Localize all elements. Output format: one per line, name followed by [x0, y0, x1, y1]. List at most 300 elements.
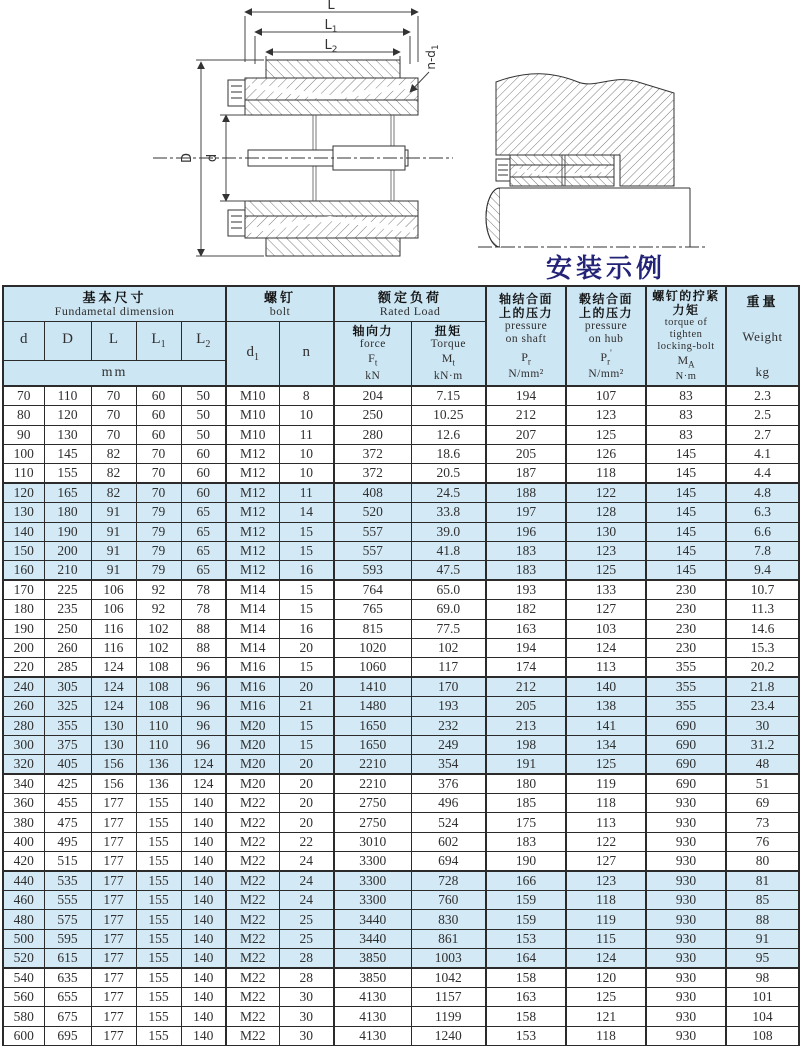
table-cell: 108: [136, 658, 181, 677]
table-cell: 60: [181, 483, 226, 502]
table-row: [3, 600, 799, 619]
table-cell: 69: [726, 794, 799, 813]
table-cell: 47.5: [411, 561, 486, 580]
table-cell: 3440: [334, 910, 411, 929]
table-cell: 555: [44, 891, 91, 910]
table-cell: 183: [486, 561, 566, 580]
table-cell: 196: [486, 522, 566, 541]
table-row: [3, 406, 799, 425]
table-cell: 460: [3, 891, 44, 910]
table-cell: 3300: [334, 852, 411, 871]
col-header-d: d: [3, 321, 44, 360]
table-cell: 140: [566, 677, 646, 696]
table-cell: 177: [91, 929, 136, 948]
table-cell: 130: [3, 503, 44, 522]
table-cell: 180: [486, 774, 566, 793]
table-cell: 124: [91, 658, 136, 677]
table-cell: 107: [566, 386, 646, 405]
table-cell: 145: [646, 503, 726, 522]
table-cell: 30: [279, 988, 334, 1007]
table-cell: 177: [91, 968, 136, 987]
table-cell: 170: [411, 677, 486, 696]
table-cell: 159: [486, 910, 566, 929]
col-header-axial-force: 轴向力 force $F_t$ kN: [334, 321, 411, 386]
table-cell: 145: [646, 464, 726, 483]
table-cell: M22: [226, 1026, 279, 1045]
table-cell: 177: [91, 1007, 136, 1026]
table-cell: 520: [334, 503, 411, 522]
table-cell: 78: [181, 580, 226, 599]
table-cell: 125: [566, 988, 646, 1007]
table-cell: 140: [3, 522, 44, 541]
table-cell: 140: [181, 949, 226, 968]
table-cell: 212: [486, 406, 566, 425]
table-cell: 280: [334, 425, 411, 444]
table-cell: 190: [44, 522, 91, 541]
table-cell: 124: [91, 677, 136, 696]
table-cell: 372: [334, 445, 411, 464]
table-cell: 3300: [334, 871, 411, 890]
table-cell: 340: [3, 774, 44, 793]
table-cell: 120: [44, 406, 91, 425]
rated-load-en: Rated Load: [379, 303, 441, 318]
table-cell: 41.8: [411, 542, 486, 561]
table-cell: 104: [726, 1007, 799, 1026]
table-cell: 155: [136, 891, 181, 910]
table-cell: 185: [486, 794, 566, 813]
table-cell: 91: [91, 561, 136, 580]
table-cell: 1240: [411, 1026, 486, 1045]
table-cell: 140: [181, 929, 226, 948]
table-cell: 124: [91, 697, 136, 716]
table-cell: 125: [566, 755, 646, 774]
table-row: [3, 658, 799, 677]
col-header-pressure-on-shaft: 轴结合面 上的压力 pressure on shaft $P_r$ N/mm²: [486, 286, 566, 386]
table-cell: 60: [181, 445, 226, 464]
table-cell: 130: [566, 522, 646, 541]
bolt-zh: 螺钉: [264, 289, 297, 305]
table-cell: 24: [279, 891, 334, 910]
table-cell: M22: [226, 852, 279, 871]
basic-dimension-en: Fundametal dimension: [54, 303, 175, 318]
table-cell: 60: [181, 464, 226, 483]
table-cell: 4130: [334, 1007, 411, 1026]
table-cell: 500: [3, 929, 44, 948]
table-cell: 182: [486, 600, 566, 619]
table-cell: 11: [279, 425, 334, 444]
table-cell: 8: [279, 386, 334, 405]
table-cell: 140: [181, 832, 226, 851]
table-cell: 249: [411, 735, 486, 754]
table-cell: 83: [646, 406, 726, 425]
table-cell: 70: [136, 445, 181, 464]
table-row: [3, 425, 799, 444]
table-cell: 615: [44, 949, 91, 968]
col-header-n: n: [279, 321, 334, 386]
table-cell: 50: [181, 425, 226, 444]
table-cell: 193: [486, 580, 566, 599]
table-cell: M12: [226, 542, 279, 561]
col-header-torque: 扭矩 Torque $M_t$ kN·m: [411, 321, 486, 386]
table-header: [3, 286, 799, 386]
table-cell: 930: [646, 1007, 726, 1026]
table-cell: 28: [279, 968, 334, 987]
table-cell: 140: [181, 871, 226, 890]
table-cell: 79: [136, 503, 181, 522]
table-cell: 113: [566, 658, 646, 677]
table-cell: 408: [334, 483, 411, 502]
table-cell: 198: [486, 735, 566, 754]
table-cell: 635: [44, 968, 91, 987]
table-cell: 15: [279, 658, 334, 677]
table-cell: 15: [279, 542, 334, 561]
table-row: [3, 542, 799, 561]
table-cell: 91: [91, 522, 136, 541]
table-cell: 7.15: [411, 386, 486, 405]
table-cell: 24: [279, 852, 334, 871]
table-row: [3, 619, 799, 638]
table-cell: 81: [726, 871, 799, 890]
table-cell: 140: [181, 794, 226, 813]
table-cell: 764: [334, 580, 411, 599]
table-cell: 1199: [411, 1007, 486, 1026]
table-cell: 121: [566, 1007, 646, 1026]
col-header-tighten-torque: 螺钉的拧紧 力矩 torque of tighten locking-bolt $M_A$ N·m: [646, 286, 726, 386]
table-cell: 124: [566, 949, 646, 968]
table-cell: 20: [279, 677, 334, 696]
table-cell: 21.8: [726, 677, 799, 696]
table-cell: 96: [181, 697, 226, 716]
table-cell: 130: [91, 716, 136, 735]
table-cell: 145: [646, 522, 726, 541]
table-row: [3, 638, 799, 657]
col-header-L: L: [91, 321, 136, 360]
table-cell: 116: [91, 619, 136, 638]
table-cell: 305: [44, 677, 91, 696]
table-cell: 108: [726, 1026, 799, 1045]
col-header-pressure-on-hub: 毂结合面 上的压力 pressure on hub $P_r'$ N/mm²: [566, 286, 646, 386]
table-cell: 136: [136, 755, 181, 774]
table-cell: 300: [3, 735, 44, 754]
table-cell: 155: [136, 794, 181, 813]
table-cell: 118: [566, 464, 646, 483]
table-cell: 140: [181, 1026, 226, 1045]
table-cell: 193: [411, 697, 486, 716]
table-cell: 108: [136, 697, 181, 716]
table-cell: M20: [226, 755, 279, 774]
table-cell: 180: [3, 600, 44, 619]
table-cell: 372: [334, 464, 411, 483]
col-header-L2: $L_2$: [181, 321, 226, 360]
table-cell: 118: [566, 1026, 646, 1045]
table-cell: 65: [181, 561, 226, 580]
assembly-bottom-half: [228, 201, 418, 256]
table-cell: 230: [646, 638, 726, 657]
table-cell: 155: [136, 832, 181, 851]
table-cell: 212: [486, 677, 566, 696]
table-cell: 128: [566, 503, 646, 522]
table-cell: 188: [486, 483, 566, 502]
table-cell: 119: [566, 910, 646, 929]
table-cell: 930: [646, 910, 726, 929]
table-cell: 79: [136, 542, 181, 561]
table-cell: 194: [486, 638, 566, 657]
table-cell: 91: [91, 503, 136, 522]
table-row: [3, 1026, 799, 1045]
table-row: [3, 755, 799, 774]
table-cell: 65: [181, 503, 226, 522]
table-cell: 194: [486, 386, 566, 405]
table-cell: 155: [44, 464, 91, 483]
table-cell: 160: [3, 561, 44, 580]
table-cell: 2210: [334, 755, 411, 774]
table-cell: M22: [226, 949, 279, 968]
col-header-rated-load: [334, 286, 486, 321]
table-cell: 96: [181, 658, 226, 677]
table-cell: 130: [91, 735, 136, 754]
table-cell: 4.4: [726, 464, 799, 483]
table-cell: 156: [91, 755, 136, 774]
table-cell: 96: [181, 677, 226, 696]
table-cell: 14.6: [726, 619, 799, 638]
table-cell: 220: [3, 658, 44, 677]
table-cell: 515: [44, 852, 91, 871]
table-cell: 83: [646, 425, 726, 444]
table-cell: 140: [181, 988, 226, 1007]
table-row: [3, 794, 799, 813]
table-cell: 187: [486, 464, 566, 483]
bolt-en: bolt: [269, 303, 291, 318]
table-cell: 197: [486, 503, 566, 522]
table-cell: 113: [566, 813, 646, 832]
table-cell: 440: [3, 871, 44, 890]
table-cell: 108: [136, 677, 181, 696]
table-cell: 285: [44, 658, 91, 677]
table-cell: M10: [226, 425, 279, 444]
table-cell: 165: [44, 483, 91, 502]
table-cell: 102: [136, 619, 181, 638]
table-cell: 155: [136, 929, 181, 948]
table-cell: 355: [646, 658, 726, 677]
table-cell: 230: [646, 580, 726, 599]
table-cell: 230: [646, 600, 726, 619]
table-cell: M14: [226, 580, 279, 599]
table-cell: 180: [44, 503, 91, 522]
table-cell: 495: [44, 832, 91, 851]
table-cell: 354: [411, 755, 486, 774]
table-cell: 60: [136, 425, 181, 444]
table-row: [3, 832, 799, 851]
table-cell: 250: [44, 619, 91, 638]
table-row: [3, 774, 799, 793]
table-cell: 51: [726, 774, 799, 793]
table-cell: 145: [646, 445, 726, 464]
table-cell: 145: [44, 445, 91, 464]
table-row: [3, 813, 799, 832]
table-cell: 205: [486, 697, 566, 716]
table-cell: 830: [411, 910, 486, 929]
table-cell: 122: [566, 483, 646, 502]
table-cell: 16: [279, 619, 334, 638]
table-cell: 380: [3, 813, 44, 832]
table-cell: 930: [646, 1026, 726, 1045]
installation-example-caption: 安装示例: [546, 254, 667, 283]
table-cell: 77.5: [411, 619, 486, 638]
table-cell: 557: [334, 542, 411, 561]
table-cell: 123: [566, 406, 646, 425]
table-cell: 158: [486, 968, 566, 987]
table-cell: 6.6: [726, 522, 799, 541]
table-cell: M12: [226, 503, 279, 522]
table-cell: 930: [646, 832, 726, 851]
table-cell: 1042: [411, 968, 486, 987]
table-cell: 110: [136, 716, 181, 735]
table-cell: 2750: [334, 794, 411, 813]
table-cell: 145: [646, 561, 726, 580]
col-header-bolt: [226, 286, 334, 321]
table-cell: 170: [3, 580, 44, 599]
table-cell: 141: [566, 716, 646, 735]
table-cell: 28: [279, 949, 334, 968]
table-cell: 360: [3, 794, 44, 813]
table-cell: 15: [279, 716, 334, 735]
table-cell: 70: [3, 386, 44, 405]
col-header-L1: $L_1$: [136, 321, 181, 360]
table-cell: M22: [226, 891, 279, 910]
table-cell: 70: [91, 406, 136, 425]
table-cell: 92: [136, 600, 181, 619]
table-cell: 190: [486, 852, 566, 871]
table-cell: 15: [279, 600, 334, 619]
shaft: [486, 188, 690, 247]
table-cell: 117: [411, 658, 486, 677]
table-cell: 10: [279, 406, 334, 425]
table-cell: 593: [334, 561, 411, 580]
table-cell: 560: [3, 988, 44, 1007]
table-cell: 155: [136, 949, 181, 968]
table-cell: 155: [136, 968, 181, 987]
table-row: [3, 716, 799, 735]
table-cell: M22: [226, 968, 279, 987]
table-cell: M20: [226, 735, 279, 754]
table-cell: 106: [91, 580, 136, 599]
table-cell: 80: [3, 406, 44, 425]
table-cell: M16: [226, 658, 279, 677]
table-cell: 12.6: [411, 425, 486, 444]
table-cell: 83: [646, 386, 726, 405]
col-header-basic-dimension: [3, 286, 226, 321]
table-cell: 4.8: [726, 483, 799, 502]
table-cell: 125: [566, 561, 646, 580]
table-cell: 205: [486, 445, 566, 464]
table-cell: M14: [226, 619, 279, 638]
table-row: [3, 483, 799, 502]
table-cell: 24.5: [411, 483, 486, 502]
table-cell: M14: [226, 638, 279, 657]
table-cell: 930: [646, 988, 726, 1007]
table-cell: 728: [411, 871, 486, 890]
table-cell: 153: [486, 1026, 566, 1045]
table-cell: 22: [279, 832, 334, 851]
table-cell: 4130: [334, 988, 411, 1007]
table-cell: 166: [486, 871, 566, 890]
table-cell: 79: [136, 522, 181, 541]
table-cell: 30: [726, 716, 799, 735]
table-cell: 2750: [334, 813, 411, 832]
table-cell: 145: [646, 483, 726, 502]
table-cell: 400: [3, 832, 44, 851]
table-cell: 15: [279, 735, 334, 754]
table-cell: 580: [3, 1007, 44, 1026]
table-cell: 250: [334, 406, 411, 425]
table-cell: 496: [411, 794, 486, 813]
table-cell: 118: [566, 891, 646, 910]
table-cell: 475: [44, 813, 91, 832]
table-cell: 930: [646, 929, 726, 948]
table-cell: 124: [566, 638, 646, 657]
table-cell: 11.3: [726, 600, 799, 619]
table-cell: 204: [334, 386, 411, 405]
table-cell: 1157: [411, 988, 486, 1007]
table-cell: 138: [566, 697, 646, 716]
table-cell: 930: [646, 949, 726, 968]
table-cell: 815: [334, 619, 411, 638]
table-cell: M16: [226, 697, 279, 716]
table-cell: 177: [91, 988, 136, 1007]
table-cell: 280: [3, 716, 44, 735]
table-cell: M20: [226, 774, 279, 793]
table-cell: 23.4: [726, 697, 799, 716]
table-row: [3, 1007, 799, 1026]
table-cell: 73: [726, 813, 799, 832]
table-cell: 88: [181, 619, 226, 638]
table-cell: 425: [44, 774, 91, 793]
table-cell: 60: [136, 406, 181, 425]
table-cell: 60: [136, 386, 181, 405]
table-cell: 260: [44, 638, 91, 657]
table-cell: 3850: [334, 949, 411, 968]
table-cell: 235: [44, 600, 91, 619]
table-cell: 675: [44, 1007, 91, 1026]
table-cell: 48: [726, 755, 799, 774]
table-cell: 3440: [334, 929, 411, 948]
table-cell: 153: [486, 929, 566, 948]
table-cell: 155: [136, 813, 181, 832]
table-cell: 164: [486, 949, 566, 968]
table-cell: M22: [226, 794, 279, 813]
table-cell: 85: [726, 891, 799, 910]
dim-label-L: L: [327, 0, 335, 13]
table-cell: 420: [3, 852, 44, 871]
table-cell: M22: [226, 1007, 279, 1026]
table-cell: 207: [486, 425, 566, 444]
table-cell: 6.3: [726, 503, 799, 522]
table-cell: 91: [91, 542, 136, 561]
table-cell: 9.4: [726, 561, 799, 580]
dim-label-n-d1: $n-d_1$: [424, 44, 441, 70]
table-cell: M22: [226, 929, 279, 948]
table-cell: 70: [91, 425, 136, 444]
table-cell: 110: [3, 464, 44, 483]
table-cell: 260: [3, 697, 44, 716]
table-cell: 127: [566, 600, 646, 619]
table-cell: 116: [91, 638, 136, 657]
unit-row-mm: mm: [3, 360, 226, 386]
table-cell: 10: [279, 464, 334, 483]
table-cell: 39.0: [411, 522, 486, 541]
table-cell: 10: [279, 445, 334, 464]
table-cell: 70: [136, 464, 181, 483]
